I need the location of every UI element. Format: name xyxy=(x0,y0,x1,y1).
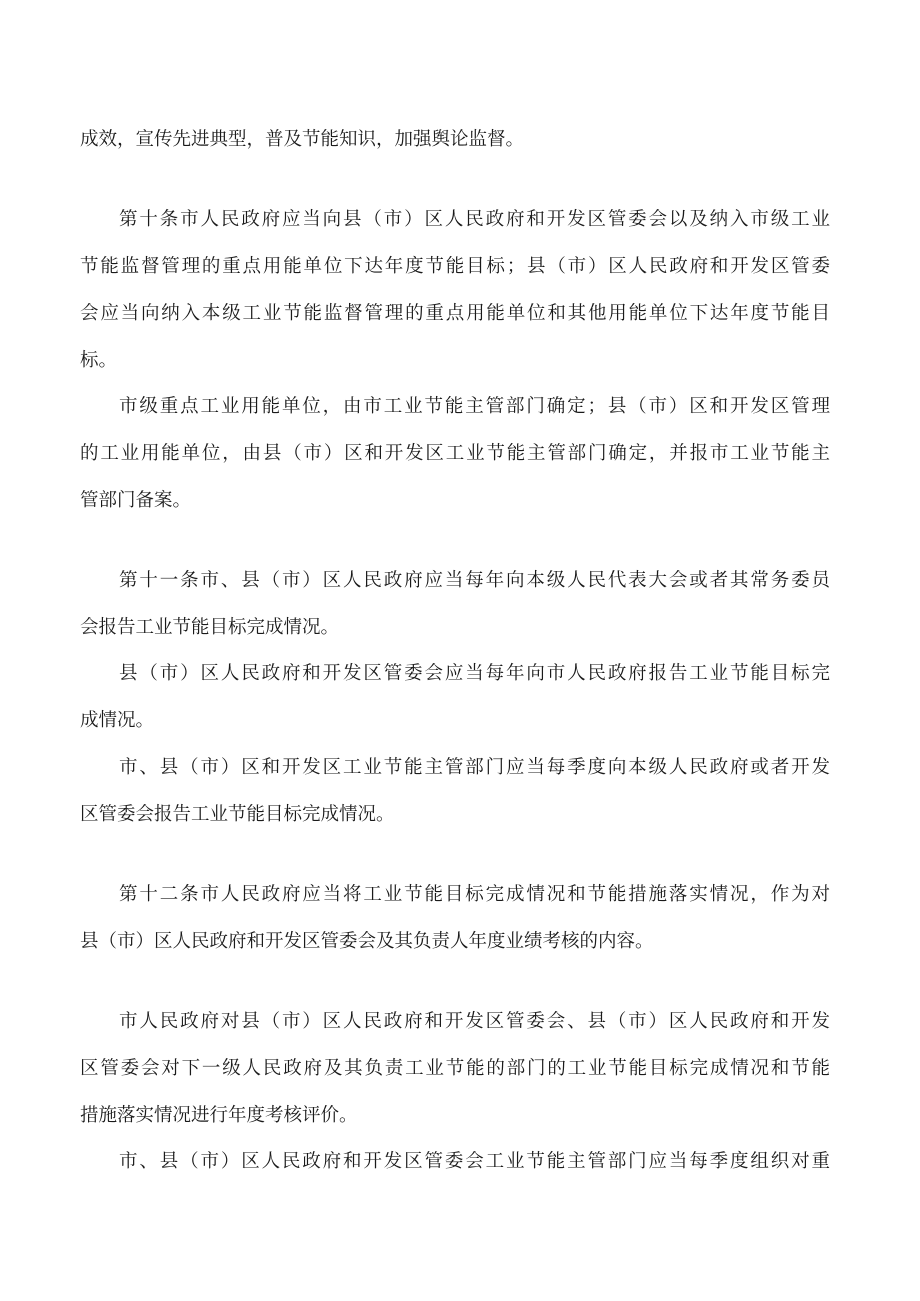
text-line: 县（市）区人民政府和开发区管委会及其负责人年度业绩考核的内容。 xyxy=(80,931,654,952)
text-line: 的工业用能单位，由县（市）区和开发区工业节能主管部门确定，并报市工业节能主 xyxy=(80,443,830,464)
text-line: 节能监督管理的重点用能单位下达年度节能目标；县（市）区人民政府和开发区管委 xyxy=(80,256,830,277)
text-line: 第十一条市、县（市）区人民政府应当每年向本级人民代表大会或者其常务委员 xyxy=(119,570,830,591)
text-line: 标。 xyxy=(80,350,118,371)
text-line: 第十条市人民政府应当向县（市）区人民政府和开发区管委会以及纳入市级工业 xyxy=(119,209,830,230)
text-line: 第十二条市人民政府应当将工业节能目标完成情况和节能措施落实情况，作为对 xyxy=(119,884,830,905)
text-line: 会报告工业节能目标完成情况。 xyxy=(80,617,340,638)
text-line: 区管委会报告工业节能目标完成情况。 xyxy=(80,804,395,825)
text-line: 成情况。 xyxy=(80,710,155,731)
text-line: 措施落实情况进行年度考核评价。 xyxy=(80,1105,358,1126)
text-line: 市人民政府对县（市）区人民政府和开发区管委会、县（市）区人民政府和开发 xyxy=(119,1011,830,1032)
text-line: 县（市）区人民政府和开发区管委会应当每年向市人民政府报告工业节能目标完 xyxy=(119,663,830,684)
text-line: 市级重点工业用能单位，由市工业节能主管部门确定；县（市）区和开发区管理 xyxy=(119,396,830,417)
text-line: 区管委会对下一级人民政府及其负责工业节能的部门的工业节能目标完成情况和节能 xyxy=(80,1058,830,1079)
text-line: 市、县（市）区人民政府和开发区管委会工业节能主管部门应当每季度组织对重 xyxy=(119,1151,830,1172)
text-line: 市、县（市）区和开发区工业节能主管部门应当每季度向本级人民政府或者开发 xyxy=(119,757,830,778)
text-line: 成效，宣传先进典型，普及节能知识，加强舆论监督。 xyxy=(80,129,525,150)
text-line: 管部门备案。 xyxy=(80,490,192,511)
text-line: 会应当向纳入本级工业节能监督管理的重点用能单位和其他用能单位下达年度节能目 xyxy=(80,303,830,324)
